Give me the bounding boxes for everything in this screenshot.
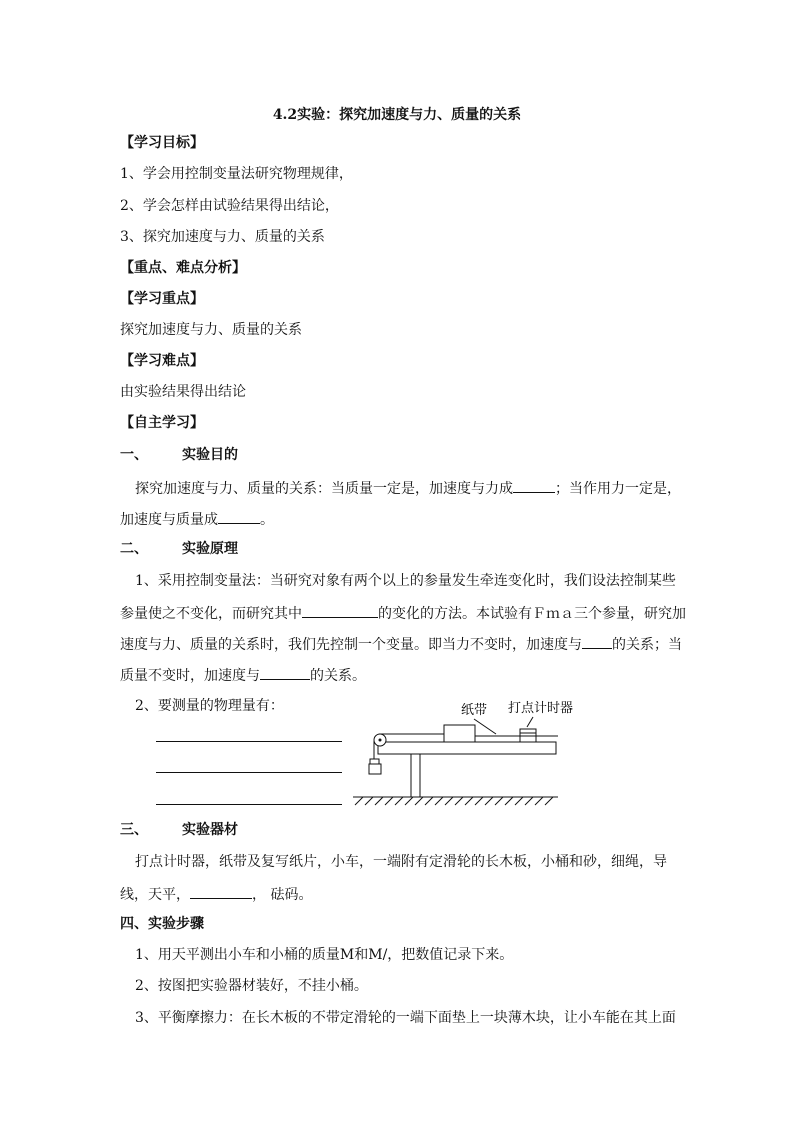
cart: [444, 725, 475, 742]
answer-line[interactable]: [156, 741, 342, 742]
text-segment: 探究加速度与力、质量的关系：当质量一定是，加速度与力成: [135, 481, 513, 497]
page-title: 4.2实验：探究加速度与力、质量的关系: [272, 107, 522, 123]
fill-blank[interactable]: [190, 884, 252, 899]
label-paper-tape: 纸带: [461, 703, 488, 718]
text-segment: 。: [260, 512, 274, 528]
section-2-heading: [120, 540, 238, 558]
steps-heading: 四、实验步骤: [120, 916, 204, 932]
principle-line-1: 1、采用控制变量法：当研究对象有两个以上的参量发生牵连变化时，我们设法控制某些: [135, 573, 676, 589]
purpose-line-2: [120, 509, 274, 529]
text-segment: 质量不变时，加速度与: [120, 668, 260, 684]
measure-prompt: 2、要测量的物理量有：: [135, 698, 284, 714]
step-2: 2、按图把实验器材装好，不挂小桶。: [135, 978, 368, 994]
goal-item: 2、学会怎样由试验结果得出结论，: [120, 198, 339, 214]
analysis-heading: 【重点、难点分析】: [120, 260, 246, 276]
fill-blank[interactable]: [302, 603, 378, 618]
equipment-line-1: 打点计时器，纸带及复写纸片，小车，一端附有定滑轮的长木板，小桶和砂，细绳，导: [135, 854, 667, 870]
principle-line-3: [120, 634, 682, 654]
text-segment: ；当作用力一定是，: [555, 481, 681, 497]
bucket: [369, 764, 381, 774]
section-number: 三、: [120, 822, 148, 838]
fill-blank[interactable]: [513, 478, 555, 493]
goal-item: 3、探究加速度与力、质量的关系: [120, 229, 325, 245]
step-3: 3、平衡摩擦力：在长木板的不带定滑轮的一端下面垫上一块薄木块，让小车能在其上面: [135, 1010, 676, 1026]
text-segment: ， 砝码。: [252, 887, 313, 903]
answer-line[interactable]: [156, 804, 342, 805]
pointer-line: [527, 717, 533, 727]
step-1: 1、用天平测出小车和小桶的质量M和M/，把数值记录下来。: [135, 947, 514, 963]
fill-blank[interactable]: [260, 665, 310, 680]
ground-hatching: [355, 797, 553, 805]
text-segment: 的关系；当: [612, 637, 682, 653]
self-study-heading: 【自主学习】: [120, 415, 204, 431]
text-segment: 速度与力、质量的关系时，我们先控制一个变量。即当力不变时，加速度与: [120, 637, 582, 653]
text-segment: 加速度与质量成: [120, 512, 218, 528]
difficulty-heading: 【学习难点】: [120, 353, 204, 369]
difficulty-text: 由实验结果得出结论: [120, 384, 246, 400]
key-heading: 【学习重点】: [120, 291, 204, 307]
apparatus-diagram: [350, 695, 574, 815]
fill-blank[interactable]: [582, 634, 612, 649]
pulley-axle: [379, 739, 382, 742]
principle-line-2: [120, 603, 686, 623]
key-text: 探究加速度与力、质量的关系: [120, 322, 302, 338]
section-number: 二、: [120, 541, 148, 557]
fill-blank[interactable]: [218, 509, 260, 524]
text-segment: 线，天平，: [120, 887, 190, 903]
pointer-line: [474, 719, 496, 734]
equipment-line-2: [120, 884, 312, 904]
section-title: 实验器材: [182, 822, 238, 838]
goal-item: 1、学会用控制变量法研究物理规律，: [120, 166, 353, 182]
principle-line-4: [120, 665, 366, 685]
section-title: 实验目的: [182, 447, 238, 463]
section-title: 实验原理: [182, 541, 238, 557]
section-number: 一、: [120, 447, 148, 463]
text-segment: 的关系。: [310, 668, 366, 684]
section-1-heading: [120, 446, 238, 464]
purpose-line-1: [135, 478, 681, 498]
answer-line[interactable]: [156, 772, 342, 773]
section-3-heading: [120, 821, 238, 839]
text-segment: 参量使之不变化，而研究其中: [120, 606, 302, 622]
bucket-top: [370, 759, 379, 764]
goals-heading: 【学习目标】: [120, 135, 204, 151]
long-board: [378, 742, 556, 754]
text-segment: 的变化的方法。本试验有Ｆｍａ三个参量，研究加: [378, 606, 686, 622]
label-timer: 打点计时器: [508, 701, 574, 716]
